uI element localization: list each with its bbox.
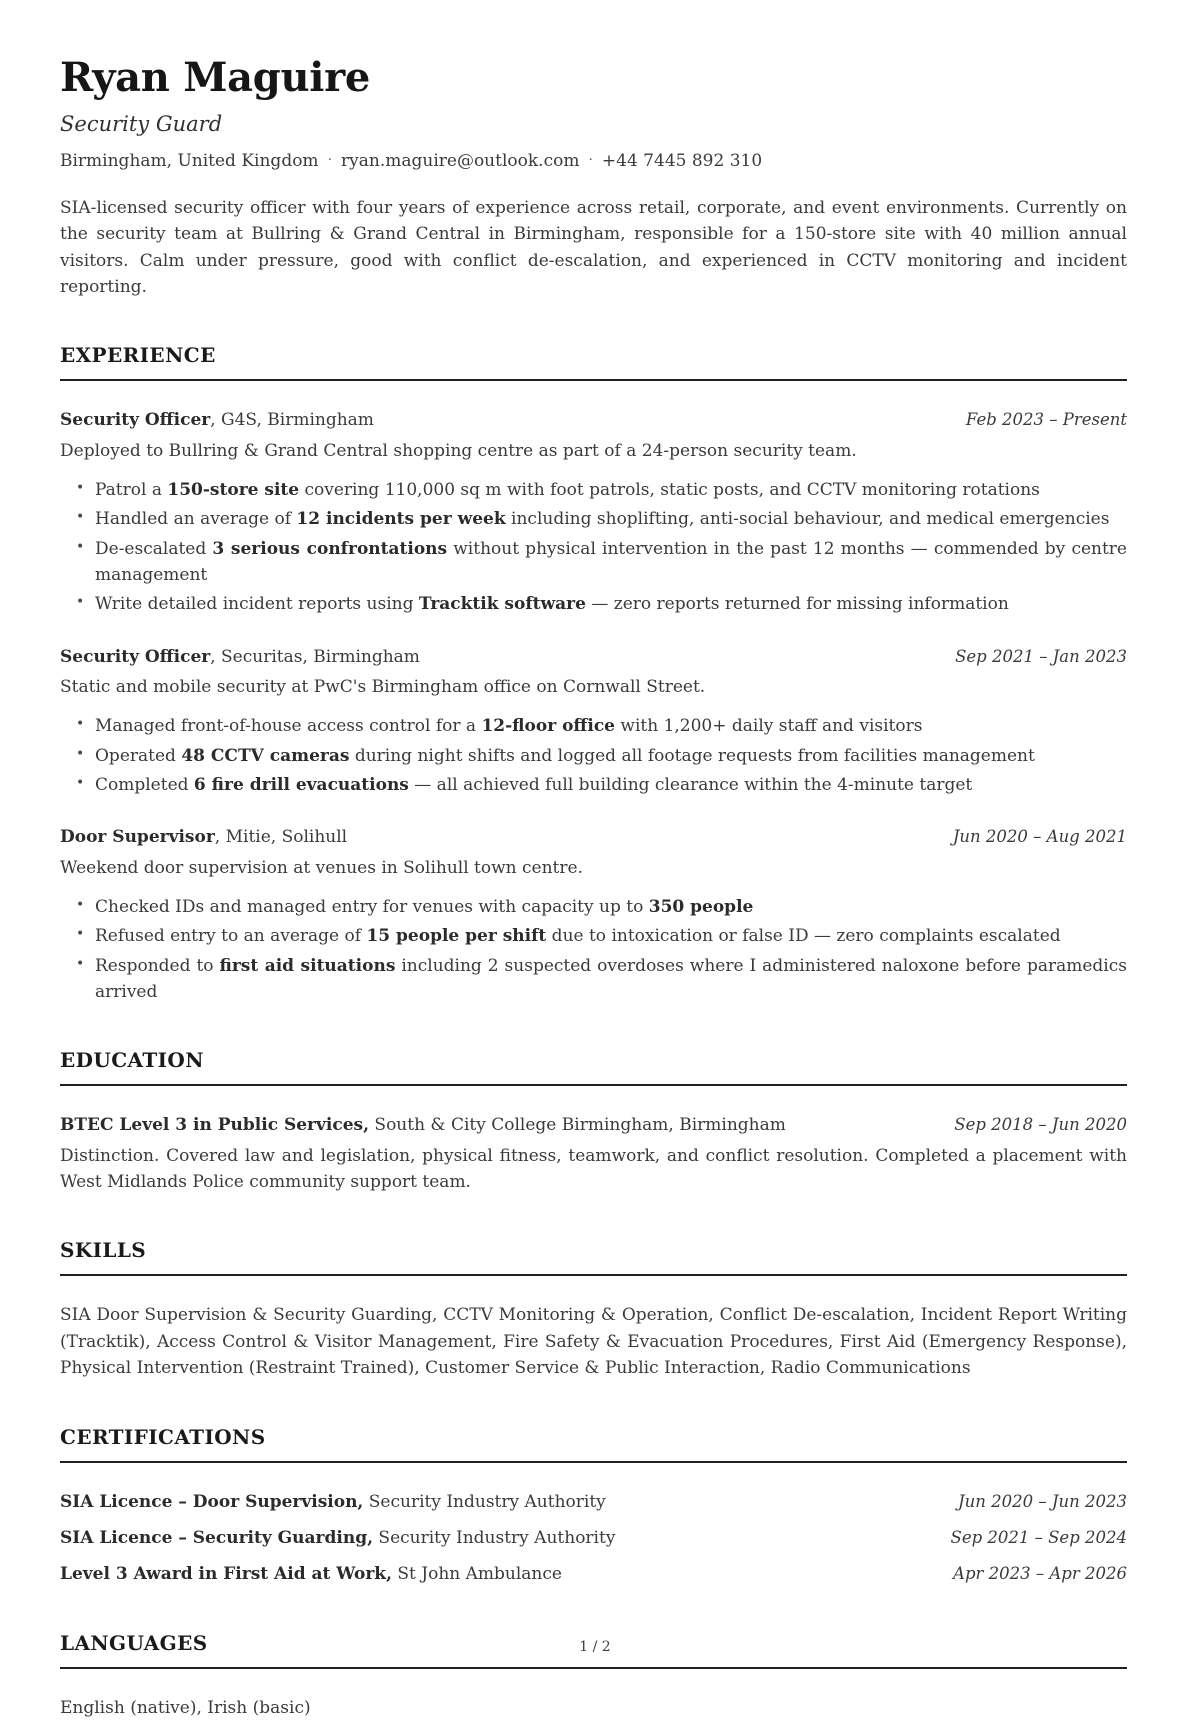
job-bullet: • Operated 48 CCTV cameras during night shifts and logged all footage requests from facilities management bbox=[74, 743, 1127, 769]
contact-email: ryan.maguire@outlook.com bbox=[341, 150, 580, 171]
job-bullet-list bbox=[74, 477, 1127, 618]
job-bullet: • Managed front-of-house access control for a 12-floor office with 1,200+ daily staff and visitors bbox=[74, 713, 1127, 739]
job-bullet: • Checked IDs and managed entry for venues with capacity up to 350 people bbox=[74, 894, 1127, 920]
education-entry bbox=[60, 1112, 1127, 1195]
job-header bbox=[60, 644, 1127, 670]
section-certifications bbox=[60, 1422, 1127, 1588]
job-title-bold: Door Supervisor bbox=[60, 827, 215, 848]
job-header bbox=[60, 407, 1127, 433]
job-bullet: • Patrol a 150-store site covering 110,000 sq m with foot patrols, static posts, and CCTV monitoring rotations bbox=[74, 477, 1127, 503]
job-bullet: • Write detailed incident reports using Tracktik software — zero reports returned for missing information bbox=[74, 591, 1127, 617]
bold-text: 12 incidents per week bbox=[296, 509, 506, 530]
certification-dates: Apr 2023 – Apr 2026 bbox=[953, 1564, 1127, 1584]
job-title: Security Officer, Securitas, Birmingham bbox=[60, 646, 420, 667]
education-title: BTEC Level 3 in Public Services, South & City College Birmingham, Birmingham bbox=[60, 1115, 786, 1136]
certification-title-bold: SIA Licence – Door Supervision, bbox=[60, 1491, 364, 1512]
job-title: Security Officer, G4S, Birmingham bbox=[60, 410, 374, 431]
bold-text: 6 fire drill evacuations bbox=[193, 775, 409, 796]
bold-text: 15 people per shift bbox=[366, 926, 547, 947]
section-heading-languages: LANGUAGES bbox=[60, 1628, 1127, 1669]
certification-entries bbox=[60, 1489, 1127, 1588]
section-heading-skills: SKILLS bbox=[60, 1235, 1127, 1276]
experience-entry bbox=[60, 644, 1127, 799]
separator-dot-icon: · bbox=[327, 151, 333, 168]
bold-text: 48 CCTV cameras bbox=[181, 745, 350, 766]
certification-title-bold: Level 3 Award in First Aid at Work, bbox=[60, 1564, 392, 1585]
job-description: Weekend door supervision at venues in Solihull town centre. bbox=[60, 857, 583, 878]
job-title-bold: Security Officer bbox=[60, 410, 211, 431]
contact-line bbox=[60, 148, 1127, 174]
job-title: Door Supervisor, Mitie, Solihull bbox=[60, 827, 348, 848]
job-dates: Sep 2021 – Jan 2023 bbox=[955, 646, 1127, 666]
job-dates: Jun 2020 – Aug 2021 bbox=[952, 827, 1127, 847]
person-name: Ryan Maguire bbox=[60, 54, 371, 101]
resume-header bbox=[60, 56, 1127, 300]
job-headline: Security Guard bbox=[60, 112, 223, 136]
job-bullet-list bbox=[74, 713, 1127, 798]
certification-dates: Sep 2021 – Sep 2024 bbox=[950, 1527, 1127, 1547]
certification-title: SIA Licence – Door Supervision, Security Industry Authority bbox=[60, 1491, 606, 1512]
job-header bbox=[60, 824, 1127, 850]
languages-text: English (native), Irish (basic) bbox=[60, 1697, 311, 1718]
certification-header bbox=[60, 1561, 1127, 1587]
job-bullet: • Handled an average of 12 incidents per week including shoplifting, anti-social behaviour, and medical emergencies bbox=[74, 506, 1127, 532]
certification-dates: Jun 2020 – Jun 2023 bbox=[958, 1491, 1127, 1511]
bold-text: 12-floor office bbox=[481, 716, 615, 737]
job-title-bold: Security Officer bbox=[60, 646, 211, 667]
bold-text: 150-store site bbox=[167, 479, 300, 500]
experience-entry bbox=[60, 824, 1127, 1005]
experience-entries bbox=[60, 407, 1127, 1005]
section-experience bbox=[60, 340, 1127, 1005]
education-header bbox=[60, 1112, 1127, 1138]
certification-header bbox=[60, 1525, 1127, 1551]
certification-entry bbox=[60, 1489, 1127, 1515]
job-bullet: • Responded to first aid situations including 2 suspected overdoses where I administered naloxone before paramedics arrived bbox=[74, 953, 1127, 1006]
bold-text: Tracktik software bbox=[418, 594, 586, 615]
education-description: Distinction. Covered law and legislation, physical fitness, teamwork, and conflict resolution. Completed a placement with West Midlands Police community support team. bbox=[60, 1145, 1127, 1193]
certification-entry bbox=[60, 1525, 1127, 1551]
certification-title: SIA Licence – Security Guarding, Security Industry Authority bbox=[60, 1527, 616, 1548]
separator-dot-icon: · bbox=[588, 151, 593, 168]
section-heading-certifications: CERTIFICATIONS bbox=[60, 1422, 1127, 1463]
education-dates: Sep 2018 – Jun 2020 bbox=[954, 1115, 1127, 1135]
section-heading-experience: EXPERIENCE bbox=[60, 340, 1127, 381]
job-dates: Feb 2023 – Present bbox=[965, 410, 1127, 430]
section-education bbox=[60, 1045, 1127, 1195]
section-skills bbox=[60, 1235, 1127, 1381]
job-bullet: • De-escalated 3 serious confrontations without physical intervention in the past 12 months — commended by centre management bbox=[74, 536, 1127, 589]
page-number: 1 / 2 bbox=[579, 1639, 611, 1656]
bold-text: 3 serious confrontations bbox=[212, 538, 448, 559]
bold-text: 350 people bbox=[648, 897, 754, 918]
education-title-bold: BTEC Level 3 in Public Services, bbox=[60, 1115, 370, 1136]
job-description: Deployed to Bullring & Grand Central shopping centre as part of a 24-person security team. bbox=[60, 440, 857, 461]
job-bullet: • Refused entry to an average of 15 people per shift due to intoxication or false ID — zero complaints escalated bbox=[74, 923, 1127, 949]
skills-text: SIA Door Supervision & Security Guarding, CCTV Monitoring & Operation, Conflict De-escalation, Incident Report Writing (Tracktik), Access Control & Visitor Management, Fire Safety & Evacuation Procedures, First Aid (Emergency Response), Physical Intervention (Restraint Trained), Customer Service & Public Interaction, Radio Communications bbox=[60, 1305, 1127, 1379]
bold-text: first aid situations bbox=[219, 955, 396, 976]
experience-entry bbox=[60, 407, 1127, 617]
contact-phone: +44 7445 892 310 bbox=[601, 150, 763, 171]
section-heading-education: EDUCATION bbox=[60, 1045, 1127, 1086]
job-description: Static and mobile security at PwC's Birmingham office on Cornwall Street. bbox=[60, 677, 706, 698]
professional-summary: SIA-licensed security officer with four years of experience across retail, corporate, and event environments. Currently on the security team at Bullring & Grand Central in Birmingham, responsible for a 150-store site with 40 million annual visitors. Calm under pressure, good with conflict de-escalation, and experienced in CCTV monitoring and incident reporting. bbox=[60, 197, 1127, 297]
certification-entry bbox=[60, 1561, 1127, 1587]
certification-header bbox=[60, 1489, 1127, 1515]
education-entries bbox=[60, 1112, 1127, 1195]
certification-title-bold: SIA Licence – Security Guarding, bbox=[60, 1527, 374, 1548]
job-bullet-list bbox=[74, 894, 1127, 1005]
certification-title: Level 3 Award in First Aid at Work, St John Ambulance bbox=[60, 1564, 562, 1585]
job-bullet: • Completed 6 fire drill evacuations — all achieved full building clearance within the 4-minute target bbox=[74, 772, 1127, 798]
contact-location: Birmingham, United Kingdom bbox=[60, 150, 319, 171]
